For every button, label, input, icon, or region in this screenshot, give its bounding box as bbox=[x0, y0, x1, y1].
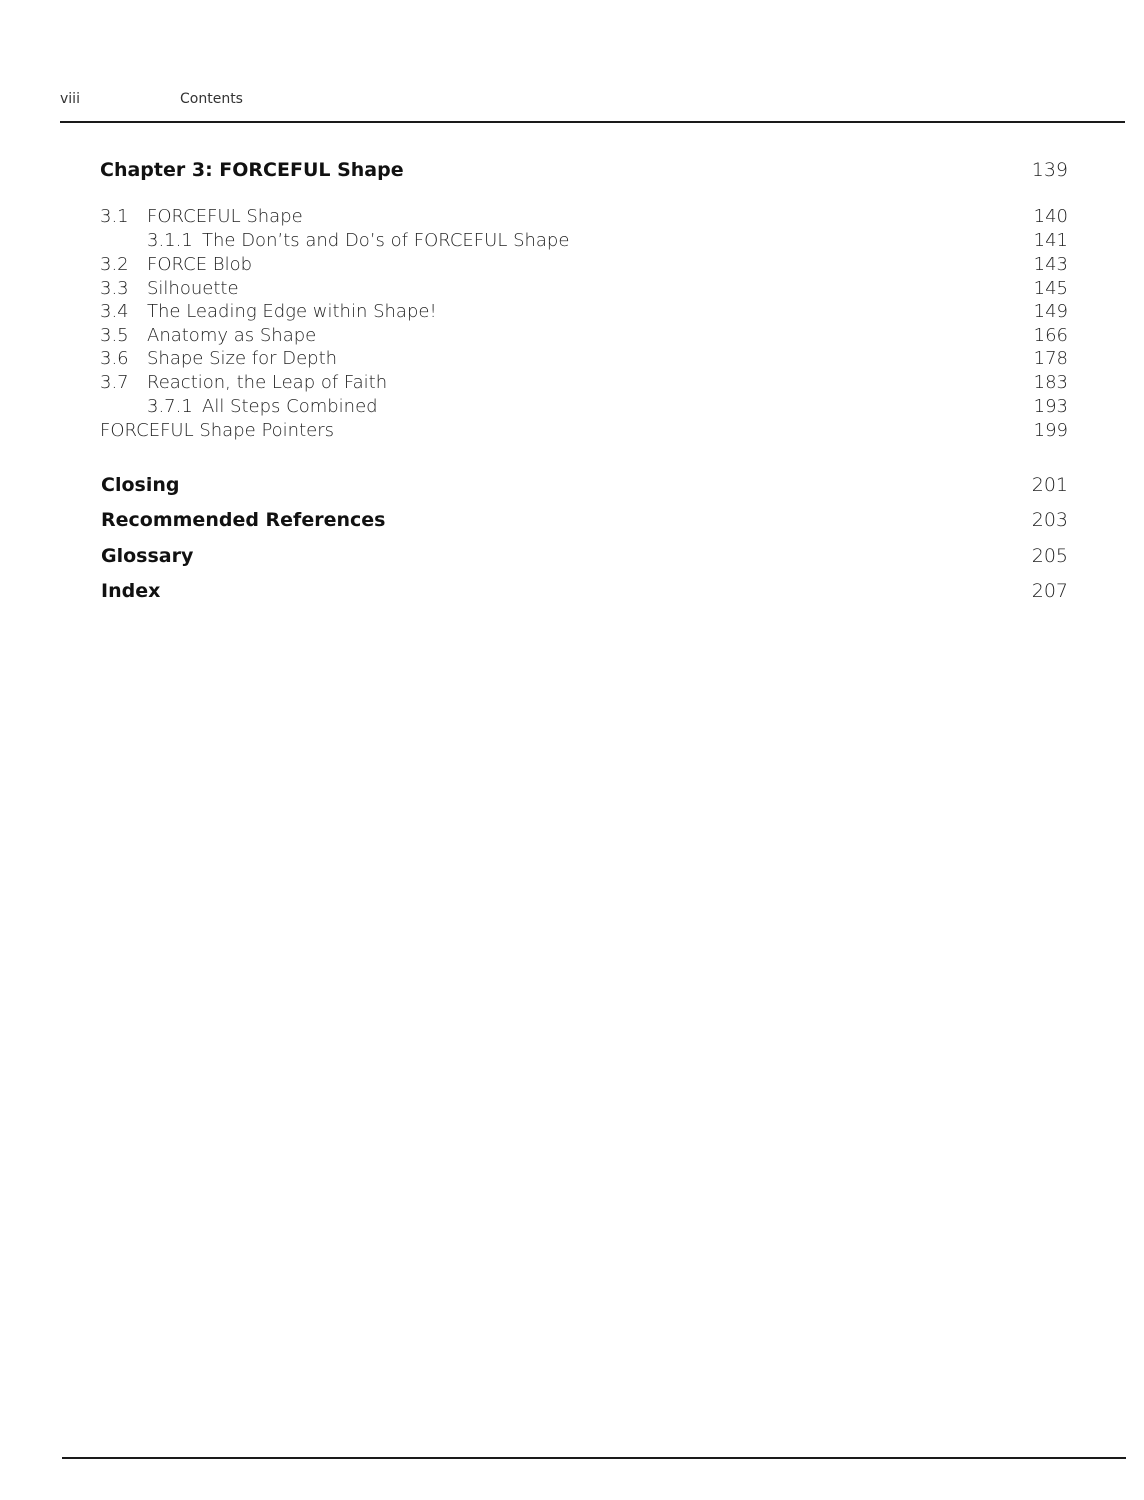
section-page-number: 143 bbox=[1033, 254, 1068, 275]
subsection-page-number: 193 bbox=[1033, 396, 1068, 417]
subsection-number: 3.7.1 bbox=[147, 396, 193, 417]
back-matter-page-number: 205 bbox=[1031, 545, 1068, 567]
section-title: Anatomy as Shape bbox=[147, 325, 317, 346]
section-title: FORCEFUL Shape bbox=[147, 206, 303, 227]
section-page-number: 145 bbox=[1033, 278, 1068, 299]
section-number: 3.7 bbox=[100, 372, 129, 393]
section-page-number: 178 bbox=[1033, 348, 1068, 369]
running-head: Contents bbox=[180, 91, 243, 107]
back-matter-title: Glossary bbox=[101, 545, 194, 567]
section-title: FORCE Blob bbox=[147, 254, 253, 275]
section-title: Shape Size for Depth bbox=[147, 348, 338, 369]
section-title: Silhouette bbox=[147, 278, 239, 299]
section-page-number: 166 bbox=[1033, 325, 1068, 346]
subsection-title: All Steps Combined bbox=[202, 396, 378, 417]
page-number: viii bbox=[60, 91, 80, 107]
footer-rule bbox=[62, 1457, 1126, 1459]
chapter-heading[interactable] bbox=[100, 157, 1068, 183]
back-matter-entry[interactable] bbox=[100, 507, 1068, 533]
section-page-number: 199 bbox=[1033, 420, 1068, 441]
section-page-number: 140 bbox=[1033, 206, 1068, 227]
section-number: 3.4 bbox=[100, 301, 129, 322]
section-page-number: 149 bbox=[1033, 301, 1068, 322]
section-number: 3.5 bbox=[100, 325, 129, 346]
subsection-number: 3.1.1 bbox=[147, 230, 193, 251]
chapter-page-number: 139 bbox=[1031, 159, 1068, 181]
back-matter-entry[interactable] bbox=[100, 578, 1068, 604]
section-title: FORCEFUL Shape Pointers bbox=[100, 420, 334, 441]
subsection-title: The Don’ts and Do’s of FORCEFUL Shape bbox=[202, 230, 570, 251]
toc-entry[interactable] bbox=[100, 418, 1068, 444]
toc-entry[interactable] bbox=[100, 252, 1068, 278]
section-number: 3.2 bbox=[100, 254, 129, 275]
back-matter-entry[interactable] bbox=[100, 472, 1068, 498]
section-page-number: 183 bbox=[1033, 372, 1068, 393]
toc-entry[interactable] bbox=[100, 228, 1068, 254]
back-matter-entry[interactable] bbox=[100, 543, 1068, 569]
section-number: 3.3 bbox=[100, 278, 129, 299]
back-matter-page-number: 201 bbox=[1031, 474, 1068, 496]
chapter-title: Chapter 3: FORCEFUL Shape bbox=[100, 159, 404, 181]
section-number: 3.1 bbox=[100, 206, 129, 227]
section-title: Reaction, the Leap of Faith bbox=[147, 372, 388, 393]
toc-entry[interactable] bbox=[100, 299, 1068, 325]
section-number: 3.6 bbox=[100, 348, 129, 369]
toc-entry[interactable] bbox=[100, 394, 1068, 420]
toc-entry[interactable] bbox=[100, 370, 1068, 396]
back-matter-page-number: 203 bbox=[1031, 509, 1068, 531]
subsection-page-number: 141 bbox=[1033, 230, 1068, 251]
toc-entry[interactable] bbox=[100, 346, 1068, 372]
back-matter-page-number: 207 bbox=[1031, 580, 1068, 602]
section-title: The Leading Edge within Shape! bbox=[147, 301, 437, 322]
toc-entry[interactable] bbox=[100, 204, 1068, 230]
back-matter-title: Index bbox=[101, 580, 161, 602]
back-matter-title: Recommended References bbox=[101, 509, 386, 531]
back-matter-title: Closing bbox=[101, 474, 180, 496]
header-rule bbox=[60, 121, 1125, 123]
